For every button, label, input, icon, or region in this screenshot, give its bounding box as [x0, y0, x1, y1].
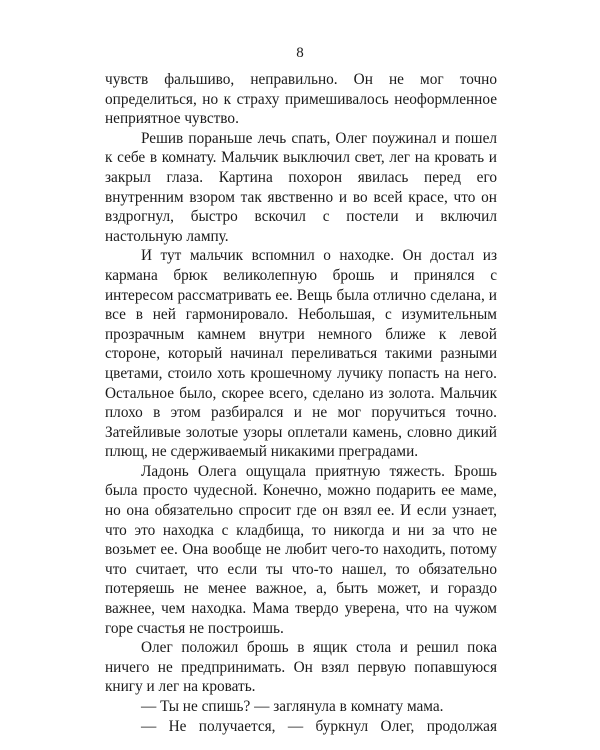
dialogue-oleg: — Не получается, — буркнул Олег, продолжая: [141, 717, 497, 735]
page-number: 8: [296, 45, 304, 61]
dialogue-mother: — Ты не спишь? — заглянула в комнату мама.: [141, 698, 444, 715]
paragraph-brooch-weight: Ладонь Олега ощущала приятную тяжесть. Брошь была просто чудесной. Конечно, можно подарить ее маме, но она обязательно спросит где он взял ее. И если узнает, что это находка с кладбища, то никогда и ни за что не возьмет ее. Она вообще не любит чего-то находить, потому что считает, что если ты что-то нашел, то обязательно потеряешь не менее важное, а, быть может, и гораздо важнее, чем находка. Мама твердо уверена, что на чужом горе счастья не построишь.: [105, 462, 497, 637]
paragraph-going-to-bed: Решив пораньше лечь спать, Олег поужинал и пошел к себе в комнату. Мальчик выключил свет, лег на кровать и закрыл глаза. Картина похорон явилась перед его внутренним взором так явственно и во всей красе, что он вздрогнул, быстро вскочил с постели и включил настольную лампу.: [105, 129, 497, 245]
paragraph-hide-brooch: Олег положил брошь в ящик стола и решил пока ничего не предпринимать. Он взял первую попавшуюся книгу и лег на кровать.: [105, 639, 497, 696]
body-text: [105, 70, 497, 736]
paragraph-continuation: чувств фальшиво, неправильно. Он не мог точно определиться, но к страху примешивалось неоформленное неприятное чувство.: [105, 71, 497, 128]
paragraph-brooch-description: И тут мальчик вспомнил о находке. Он достал из кармана брюк великолепную брошь и принялся с интересом рассматривать ее. Вещь была отлично сделана, и все в ней гармонировало. Небольшая, с изумительным прозрачным камнем внутри немного ближе к левой стороне, который начинал переливаться такими разными цветами, стоило хоть крошечному лучику попасть на него. Остальное было, скорее всего, сделано из золота. Мальчик плохо в этом разбирался и не мог поручиться точно. Затейливые золотые узоры оплетали камень, словно дикий плющ, не сдерживаемый никакими преградами.: [105, 247, 497, 461]
